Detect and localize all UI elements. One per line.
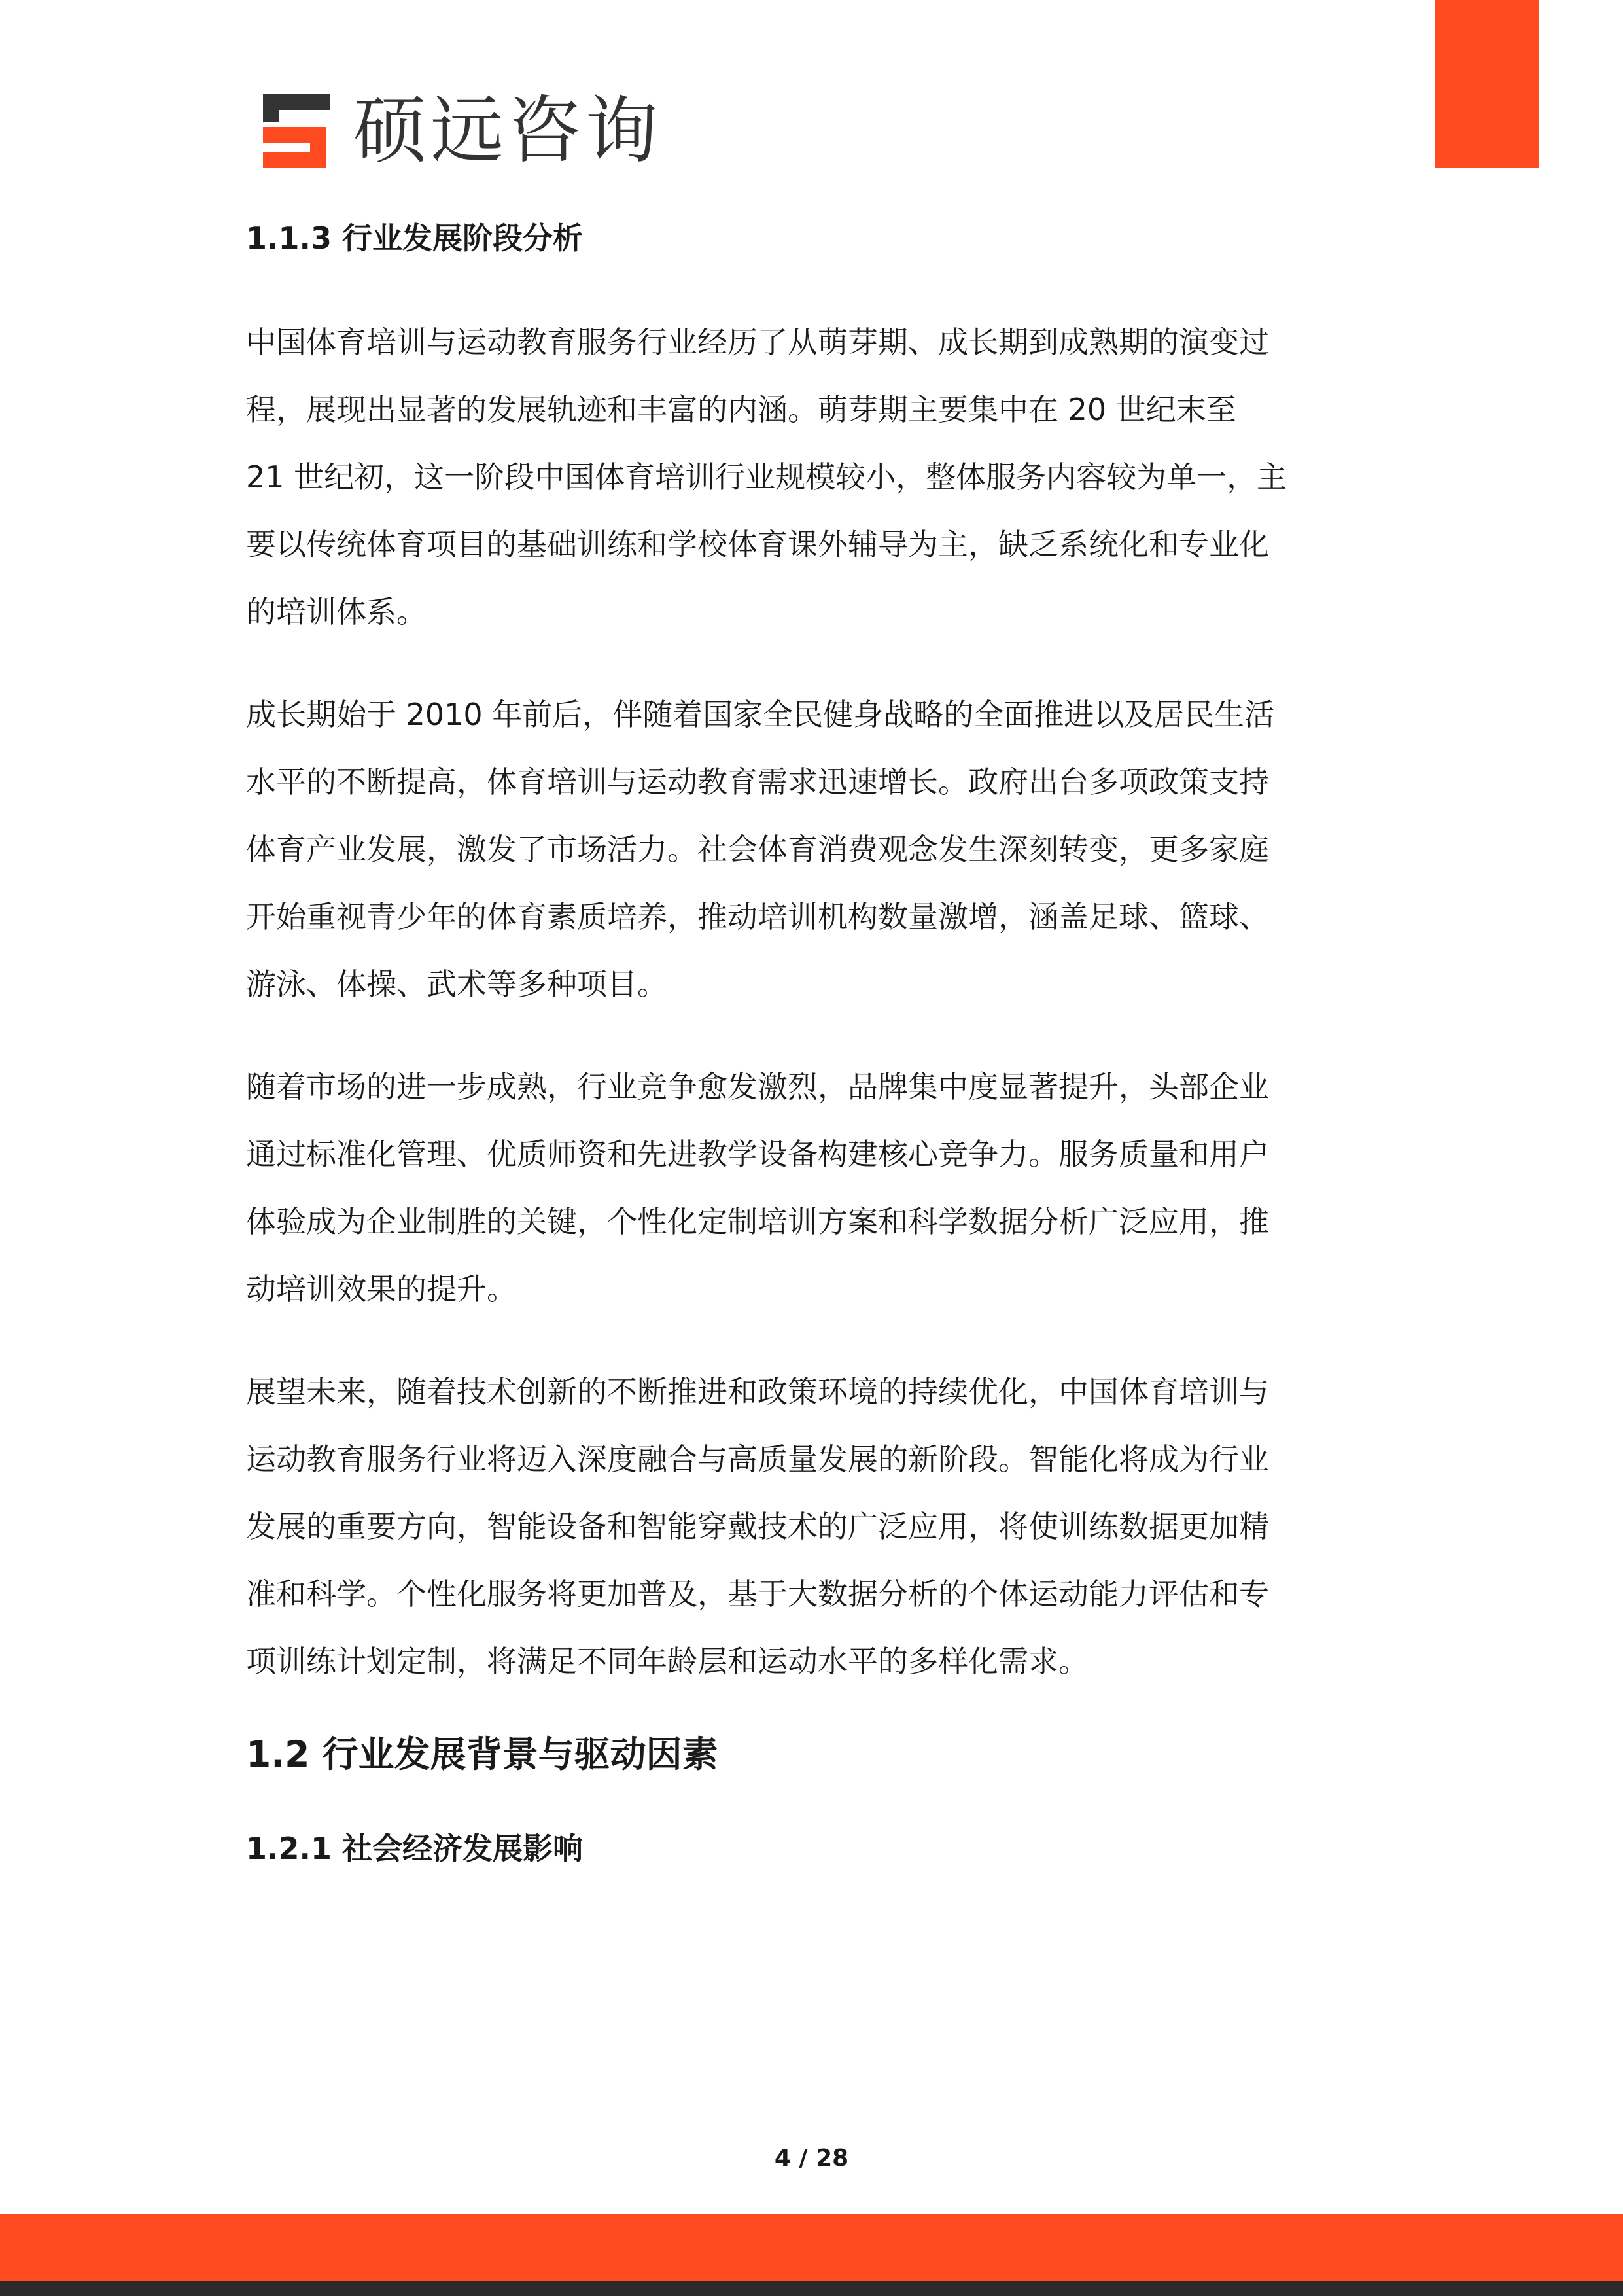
paragraph-2 <box>246 681 1378 1018</box>
text-line: 项训练计划定制，将满足不同年龄层和运动水平的多样化需求。 <box>246 1644 1089 1679</box>
footer-accent-bar <box>0 2214 1623 2281</box>
brand-logo <box>263 88 662 173</box>
text-line: 体验成为企业制胜的关键，个性化定制培训方案和科学数据分析广泛应用，推 <box>246 1204 1269 1239</box>
text-line: 中国体育培训与运动教育服务行业经历了从萌芽期、成长期到成熟期的演变过 <box>246 325 1269 360</box>
heading-1-2-1: 1.2.1 社会经济发展影响 <box>246 1831 583 1866</box>
text-line: 游泳、体操、武术等多种项目。 <box>246 966 667 1002</box>
text-line: 随着市场的进一步成熟，行业竞争愈发激烈，品牌集中度显著提升，头部企业 <box>246 1069 1269 1104</box>
paragraph-3 <box>246 1053 1378 1323</box>
document-body <box>246 209 1378 1877</box>
text-line: 21 世纪初，这一阶段中国体育培训行业规模较小，整体服务内容较为单一，主 <box>246 459 1287 495</box>
text-line: 运动教育服务行业将迈入深度融合与高质量发展的新阶段。智能化将成为行业 <box>246 1441 1269 1477</box>
text-line: 通过标准化管理、优质师资和先进教学设备构建核心竞争力。服务质量和用户 <box>246 1137 1269 1172</box>
text-line: 开始重视青少年的体育素质培养，推动培训机构数量激增，涵盖足球、篮球、 <box>246 899 1269 934</box>
page-number: 4 / 28 <box>774 2145 849 2172</box>
paragraph-4 <box>246 1358 1378 1695</box>
heading-1-1-3: 1.1.3 行业发展阶段分析 <box>246 221 583 256</box>
text-line: 的培训体系。 <box>246 594 427 629</box>
text-line: 发展的重要方向，智能设备和智能穿戴技术的广泛应用，将使训练数据更加精 <box>246 1509 1269 1544</box>
heading-1-2: 1.2 行业发展背景与驱动因素 <box>246 1733 718 1775</box>
corner-accent-tab <box>1435 0 1539 168</box>
s-block-logo-icon <box>263 94 341 168</box>
footer-dark-strip <box>0 2281 1623 2296</box>
brand-name: 硕远咨询 <box>353 88 662 173</box>
text-line: 准和科学。个性化服务将更加普及，基于大数据分析的个体运动能力评估和专 <box>246 1576 1269 1612</box>
text-line: 水平的不断提高，体育培训与运动教育需求迅速增长。政府出台多项政策支持 <box>246 764 1269 800</box>
text-line: 成长期始于 2010 年前后，伴随着国家全民健身战略的全面推进以及居民生活 <box>246 697 1275 732</box>
text-line: 程，展现出显著的发展轨迹和丰富的内涵。萌芽期主要集中在 20 世纪末至 <box>246 392 1236 427</box>
text-line: 要以传统体育项目的基础训练和学校体育课外辅导为主，缺乏系统化和专业化 <box>246 527 1269 562</box>
text-line: 展望未来，随着技术创新的不断推进和政策环境的持续优化，中国体育培训与 <box>246 1374 1269 1409</box>
text-line: 体育产业发展，激发了市场活力。社会体育消费观念发生深刻转变，更多家庭 <box>246 832 1269 867</box>
paragraph-1 <box>246 309 1378 646</box>
text-line: 动培训效果的提升。 <box>246 1271 517 1307</box>
